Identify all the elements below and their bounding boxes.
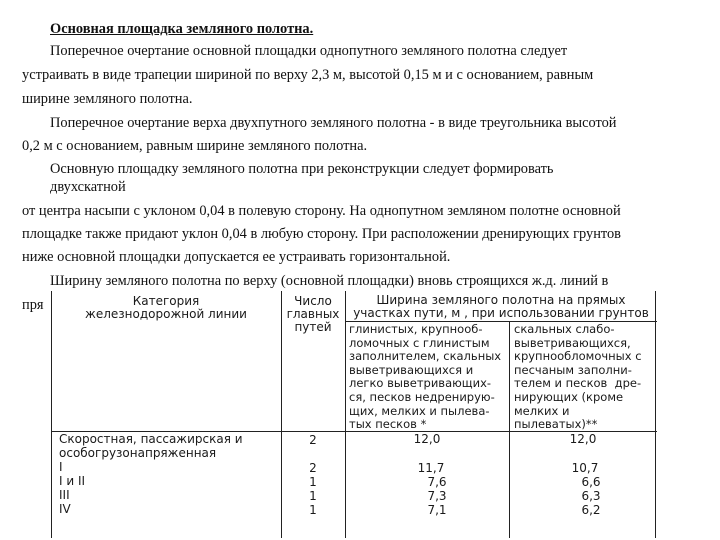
row-tracks-2: 1 xyxy=(309,475,317,489)
header-width: Ширина земляного полотна на прямых участках пути, м , при использовании грунтов xyxy=(353,293,649,320)
table-border-right xyxy=(655,291,656,538)
row-clay-0: 12,0 xyxy=(413,432,441,446)
row-tracks-3: 1 xyxy=(309,489,317,503)
width-table xyxy=(51,291,657,538)
paragraph-line: Поперечное очертание верха двухпутного земляного полотна - в виде треугольника высотой xyxy=(50,115,617,131)
paragraph-line: Ширину земляного полотна по верху (основной площадки) вновь строящихся ж.д. линий в xyxy=(50,273,609,289)
row-clay-2: 7,6 xyxy=(427,475,447,489)
row-rock-1: 10,7 xyxy=(571,461,599,475)
row-clay-4: 7,1 xyxy=(427,503,447,517)
paragraph-line: площадке также придают уклон 0,04 в любую сторону. При расположении дренирующих грунтов xyxy=(22,226,621,242)
row-category-2: I и II xyxy=(59,474,86,488)
paragraph-line: ниже основной площадки допускается ее устраивать горизонтальной. xyxy=(22,249,451,265)
row-clay-1: 11,7 xyxy=(417,461,445,475)
paragraph-line: двухскатной xyxy=(50,179,126,195)
row-rock-3: 6,3 xyxy=(581,489,601,503)
subheader-clay-soils: глинистых, крупнооб- ломочных с глинистым заполнителем, скальных выветривающихся и легко выветривающих- ся, песков недренирую- щих, мелких и пылева- тых песков * xyxy=(349,322,502,432)
row-rock-2: 6,6 xyxy=(581,475,601,489)
header-tracks: Число главных путей xyxy=(286,294,340,334)
paragraph-line: Поперечное очертание основной площадки однопутного земляного полотна следует xyxy=(50,43,568,59)
row-category-0: Скоростная, пассажирская и особогрузонапряженная xyxy=(59,432,243,460)
row-category-3: III xyxy=(59,488,70,502)
row-rock-0: 12,0 xyxy=(569,432,597,446)
paragraph-line: пря xyxy=(22,297,44,313)
subheader-rock-soils: скальных слабо- выветривающихся, крупнообломочных с песчаным заполни- телем и песков дре- нирующих (кроме мелких и пылеватых)** xyxy=(514,322,642,432)
row-rock-4: 6,2 xyxy=(581,503,601,517)
paragraph-line: ширине земляного полотна. xyxy=(22,91,193,107)
table-border-left xyxy=(51,291,52,538)
header-category: Категория железнодорожной линии xyxy=(85,294,247,321)
table-divider-sub xyxy=(509,321,510,538)
row-tracks-4: 1 xyxy=(309,503,317,517)
row-clay-3: 7,3 xyxy=(427,489,447,503)
section-title: Основная площадка земляного полотна. xyxy=(50,21,314,37)
paragraph-line: 0,2 м с основанием, равным ширине земляного полотна. xyxy=(22,138,368,154)
paragraph-line: от центра насыпи с уклоном 0,04 в полевую сторону. На однопутном земляном полотне основной xyxy=(22,203,621,219)
row-tracks-0: 2 xyxy=(309,433,317,447)
row-tracks-1: 2 xyxy=(309,461,317,475)
paragraph-line: Основную площадку земляного полотна при реконструкции следует формировать xyxy=(50,161,554,177)
row-category-1: I xyxy=(59,460,63,474)
paragraph-line: устраивать в виде трапеции шириной по верху 2,3 м, высотой 0,15 м и с основанием, равным xyxy=(22,67,594,83)
row-category-4: IV xyxy=(59,502,71,516)
